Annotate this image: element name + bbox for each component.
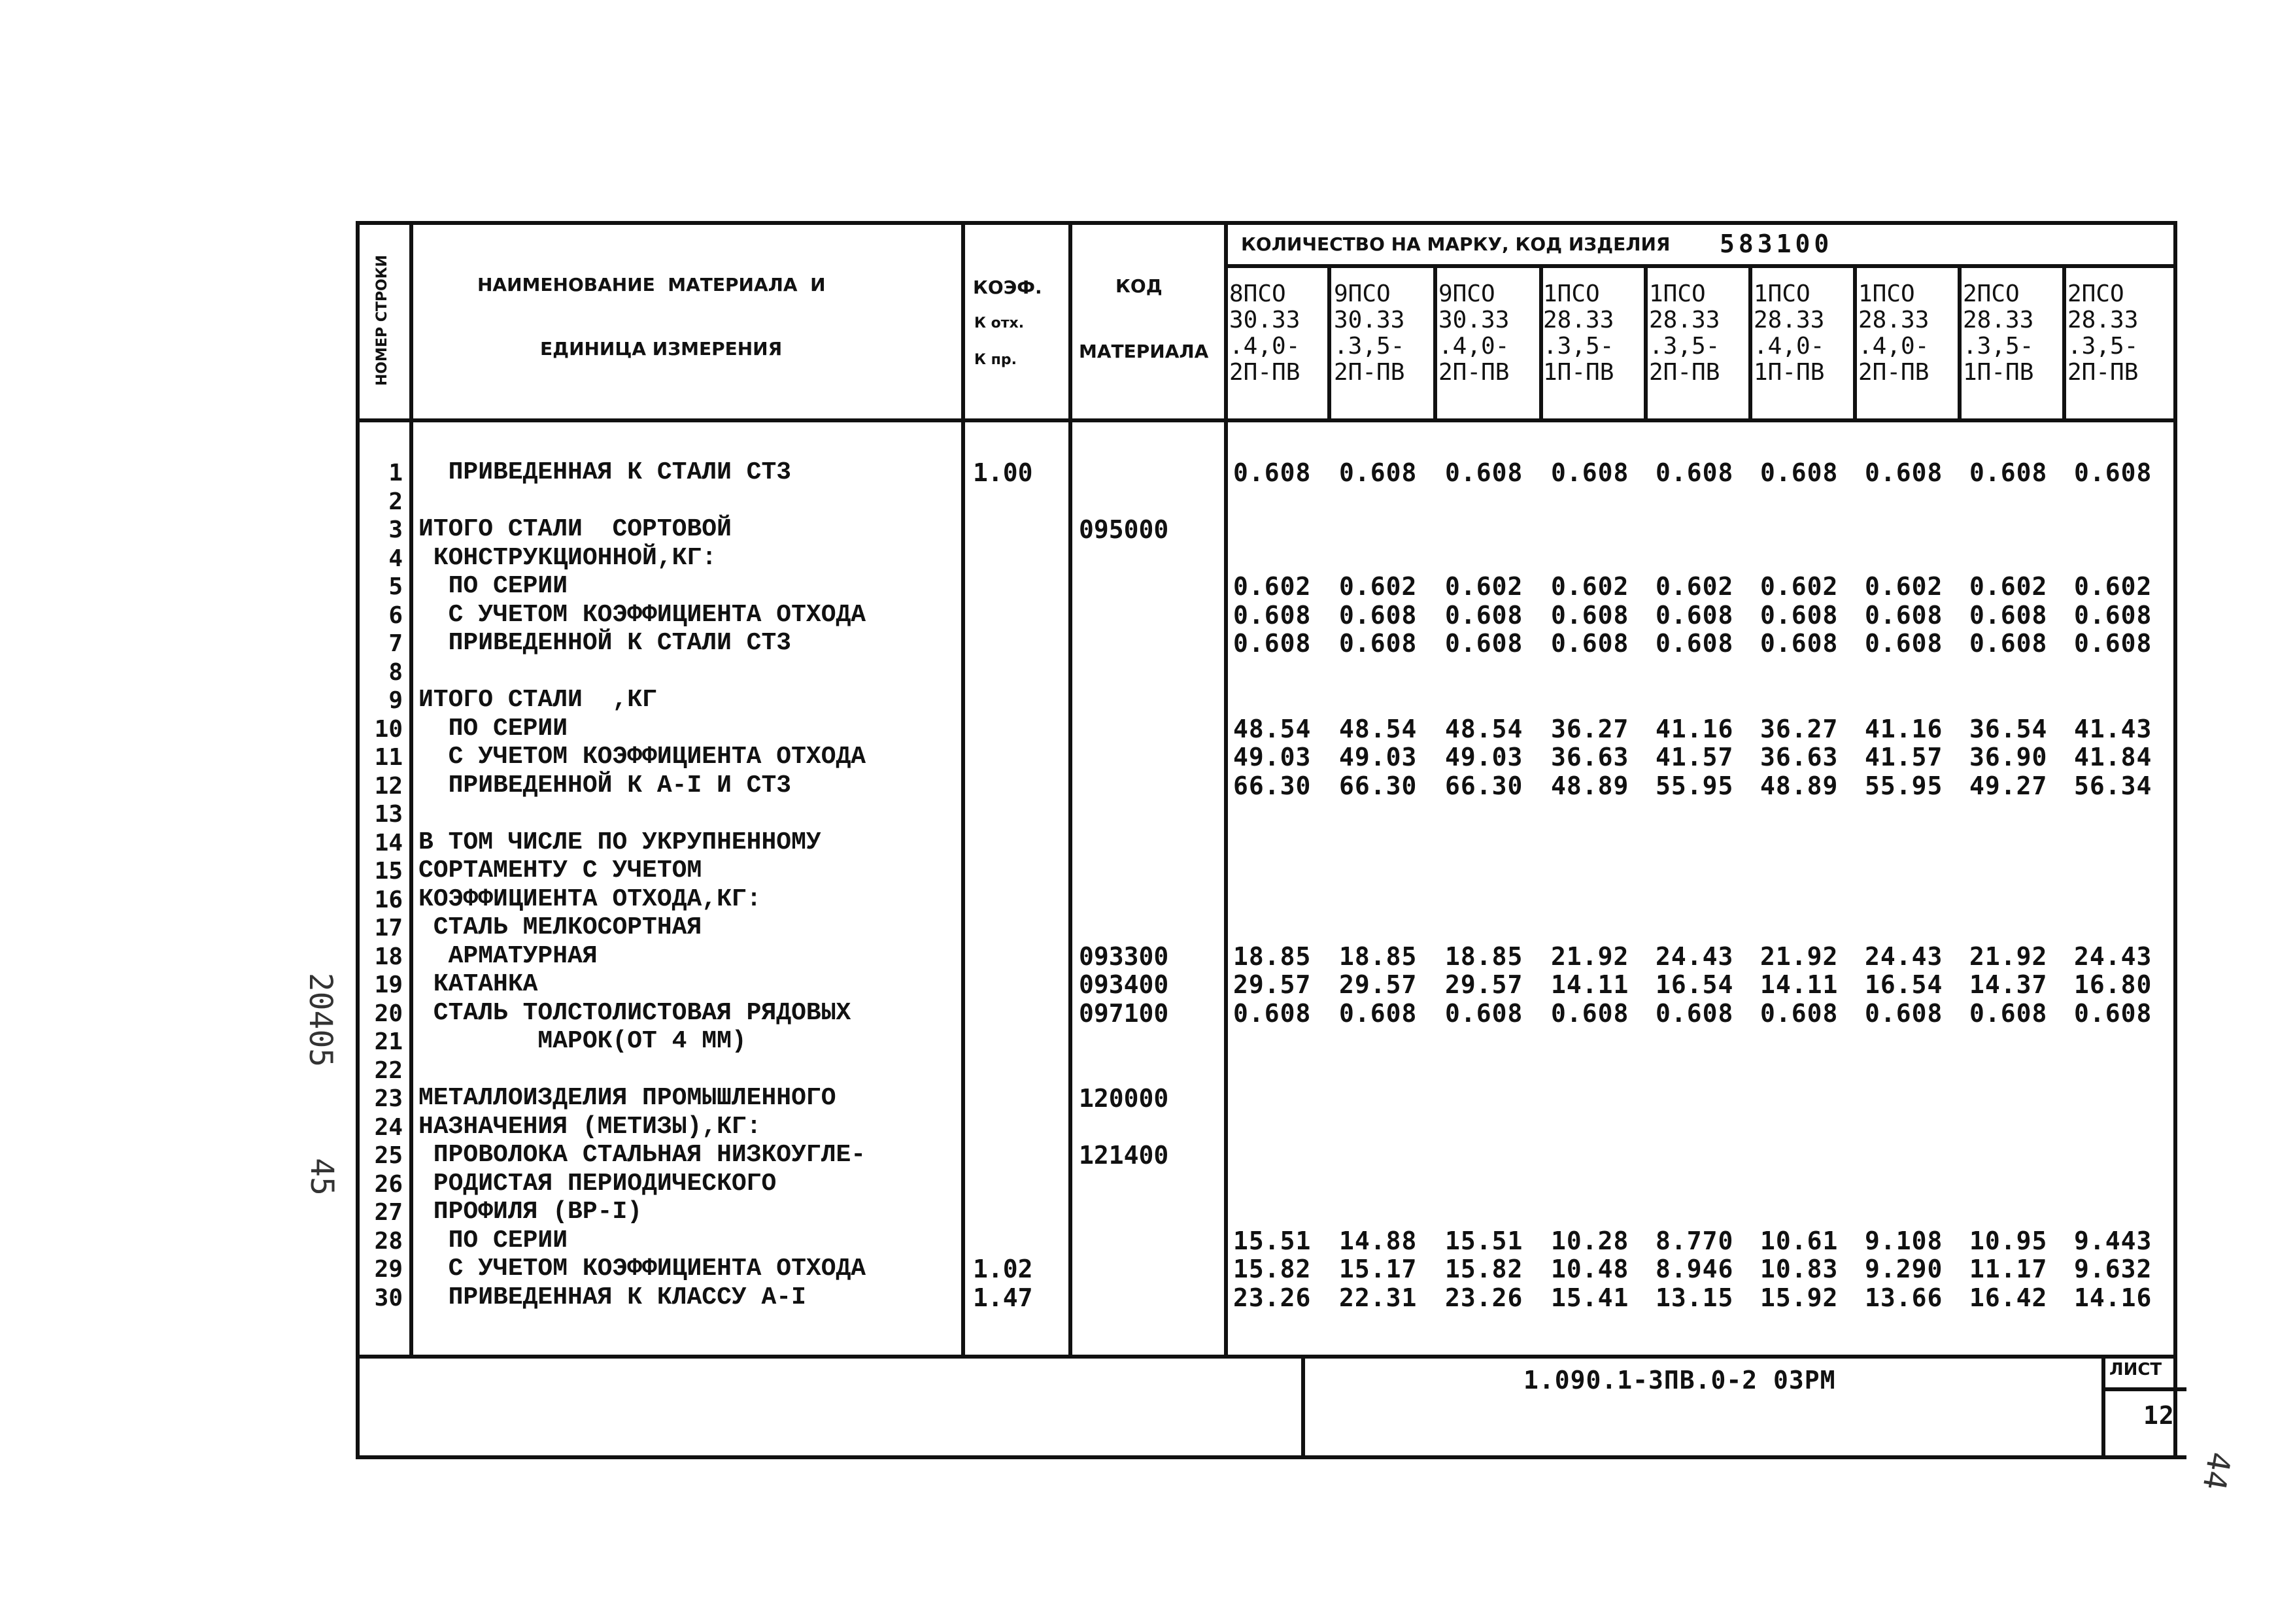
row-value: 16.54 bbox=[1656, 970, 1734, 999]
row-value: 0.602 bbox=[1233, 572, 1312, 601]
mark-header-6 bbox=[1754, 281, 1824, 386]
row-value: 41.16 bbox=[1865, 715, 1943, 743]
row-value: 0.608 bbox=[1233, 458, 1312, 487]
quantity-header: КОЛИЧЕСТВО НА МАРКУ, КОД ИЗДЕЛИЯ bbox=[1241, 233, 1671, 255]
row-number: 16 bbox=[374, 887, 403, 913]
row-value: 0.602 bbox=[1865, 572, 1943, 601]
mark-col-border-1 bbox=[1327, 264, 1331, 422]
mark-header-line: 2П-ПВ bbox=[1858, 359, 1930, 386]
row-value: 10.95 bbox=[1969, 1226, 2048, 1255]
row-number: 10 bbox=[374, 716, 403, 743]
row-value: 0.608 bbox=[1551, 458, 1629, 487]
row-value: 10.48 bbox=[1551, 1255, 1629, 1283]
mark-header-line: 1П-ПВ bbox=[1754, 359, 1825, 386]
row-value: 0.608 bbox=[1551, 601, 1629, 630]
row-value: 0.608 bbox=[1445, 601, 1523, 630]
row-code: 120000 bbox=[1079, 1084, 1169, 1113]
row-value: 18.85 bbox=[1445, 942, 1523, 971]
row-value: 41.57 bbox=[1865, 743, 1943, 771]
frame-bottom bbox=[356, 1455, 2186, 1459]
mark-header-line: 28.33 bbox=[2067, 307, 2139, 333]
row-value: 29.57 bbox=[1445, 970, 1523, 999]
row-value: 36.27 bbox=[1551, 715, 1629, 743]
row-value: 0.602 bbox=[1656, 572, 1734, 601]
row-number: 14 bbox=[374, 830, 403, 856]
mark-header-line: 2ПСО bbox=[1963, 280, 2020, 307]
row-value: 48.54 bbox=[1233, 715, 1312, 743]
row-value: 16.80 bbox=[2074, 970, 2152, 999]
row-value: 10.61 bbox=[1760, 1226, 1839, 1255]
row-number: 23 bbox=[374, 1085, 403, 1112]
row-number: 3 bbox=[388, 516, 403, 543]
row-number: 19 bbox=[374, 972, 403, 998]
right-margin-number: 44 bbox=[2195, 1449, 2238, 1493]
mark-header-9 bbox=[2067, 281, 2138, 386]
row-number: 21 bbox=[374, 1028, 403, 1055]
row-number: 6 bbox=[388, 602, 403, 629]
code-header-1: КОД bbox=[1115, 275, 1163, 297]
row-value: 23.26 bbox=[1233, 1283, 1312, 1312]
row-name: ПРИВЕДЕННАЯ К КЛАССУ А-I bbox=[418, 1283, 806, 1311]
row-value: 0.608 bbox=[1445, 458, 1523, 487]
row-value: 49.03 bbox=[1445, 743, 1523, 771]
row-value: 0.602 bbox=[2074, 572, 2152, 601]
row-value: 15.82 bbox=[1445, 1255, 1523, 1283]
row-value: 0.608 bbox=[1656, 601, 1734, 630]
row-value: 0.608 bbox=[1656, 458, 1734, 487]
row-value: 48.54 bbox=[1445, 715, 1523, 743]
row-value: 13.15 bbox=[1656, 1283, 1734, 1312]
row-number: 26 bbox=[374, 1171, 403, 1198]
row-name: В ТОМ ЧИСЛЕ ПО УКРУПНЕННОМУ bbox=[418, 828, 821, 856]
mark-col-border-7 bbox=[1958, 264, 1962, 422]
row-value: 0.608 bbox=[2074, 629, 2152, 658]
row-value: 0.608 bbox=[1551, 629, 1629, 658]
row-value: 15.51 bbox=[1445, 1226, 1523, 1255]
row-number: 11 bbox=[374, 744, 403, 771]
left-margin-number: 45 bbox=[303, 1158, 340, 1196]
row-value: 0.608 bbox=[1969, 458, 2048, 487]
mark-header-4 bbox=[1543, 281, 1614, 386]
row-number: 28 bbox=[374, 1228, 403, 1255]
row-value: 0.608 bbox=[1865, 601, 1943, 630]
row-number: 29 bbox=[374, 1256, 403, 1283]
row-value: 13.66 bbox=[1865, 1283, 1943, 1312]
row-value: 49.27 bbox=[1969, 771, 2048, 800]
row-value: 56.34 bbox=[2074, 771, 2152, 800]
row-value: 18.85 bbox=[1233, 942, 1312, 971]
mark-col-border-5 bbox=[1748, 264, 1752, 422]
row-number: 4 bbox=[388, 545, 403, 572]
mark-header-line: 28.33 bbox=[1649, 307, 1720, 333]
row-value: 0.608 bbox=[1656, 629, 1734, 658]
row-value: 0.608 bbox=[2074, 601, 2152, 630]
row-code: 097100 bbox=[1079, 999, 1169, 1028]
row-number: 25 bbox=[374, 1142, 403, 1169]
sheet-box-border bbox=[2101, 1355, 2105, 1459]
mark-header-line: 8ПСО bbox=[1229, 280, 1286, 307]
row-value: 36.63 bbox=[1760, 743, 1839, 771]
name-header-line1: НАИМЕНОВАНИЕ МАТЕРИАЛА И bbox=[477, 274, 826, 296]
row-name: РОДИСТАЯ ПЕРИОДИЧЕСКОГО bbox=[418, 1170, 777, 1198]
row-name: С УЧЕТОМ КОЭФФИЦИЕНТА ОТХОДА bbox=[418, 601, 866, 629]
quantity-header-line bbox=[1224, 264, 2177, 268]
row-value: 36.54 bbox=[1969, 715, 2048, 743]
mark-header-line: 9ПСО bbox=[1334, 280, 1391, 307]
row-value: 8.946 bbox=[1656, 1255, 1734, 1283]
row-value: 24.43 bbox=[2074, 942, 2152, 971]
row-value: 29.57 bbox=[1339, 970, 1418, 999]
row-value: 0.608 bbox=[1969, 999, 2048, 1028]
row-name: ПРИВЕДЕННОЙ К А-I И СТ3 bbox=[418, 771, 792, 800]
mark-header-line: .3,5- bbox=[1963, 333, 2034, 360]
row-value: 48.54 bbox=[1339, 715, 1418, 743]
row-value: 0.608 bbox=[2074, 999, 2152, 1028]
row-value: 9.108 bbox=[1865, 1226, 1943, 1255]
mark-header-line: 1П-ПВ bbox=[1963, 359, 2034, 386]
mark-header-line: .4,0- bbox=[1754, 333, 1825, 360]
table-bottom-line bbox=[356, 1355, 2177, 1359]
row-name: ПО СЕРИИ bbox=[418, 1226, 568, 1255]
row-value: 48.89 bbox=[1551, 771, 1629, 800]
mark-header-1 bbox=[1229, 281, 1300, 386]
row-name: МАРОК(ОТ 4 ММ) bbox=[418, 1027, 747, 1055]
frame-top bbox=[356, 221, 2177, 225]
mark-header-8 bbox=[1963, 281, 2033, 386]
row-number: 17 bbox=[374, 915, 403, 941]
row-number: 9 bbox=[388, 687, 403, 714]
row-name: НАЗНАЧЕНИЯ (МЕТИЗЫ),КГ: bbox=[418, 1113, 762, 1141]
mark-header-line: 1ПСО bbox=[1543, 280, 1600, 307]
row-value: 0.608 bbox=[1969, 601, 2048, 630]
row-value: 55.95 bbox=[1865, 771, 1943, 800]
row-number: 24 bbox=[374, 1114, 403, 1141]
col-coef-border bbox=[1068, 221, 1072, 1359]
mark-header-line: 9ПСО bbox=[1438, 280, 1495, 307]
frame-left bbox=[356, 221, 360, 1459]
row-number: 30 bbox=[374, 1285, 403, 1311]
row-value: 24.43 bbox=[1656, 942, 1734, 971]
row-coef: 1.02 bbox=[973, 1255, 1033, 1283]
row-name: ИТОГО СТАЛИ СОРТОВОЙ bbox=[418, 515, 732, 543]
row-value: 10.28 bbox=[1551, 1226, 1629, 1255]
col-rownum-border bbox=[409, 221, 413, 1359]
mark-header-line: 1ПСО bbox=[1858, 280, 1915, 307]
row-number: 8 bbox=[388, 659, 403, 686]
row-value: 0.608 bbox=[1233, 629, 1312, 658]
row-name: КОЭФФИЦИЕНТА ОТХОДА,КГ: bbox=[418, 885, 762, 913]
mark-header-line: 1ПСО bbox=[1754, 280, 1810, 307]
row-value: 0.608 bbox=[1969, 629, 2048, 658]
row-value: 23.26 bbox=[1445, 1283, 1523, 1312]
mark-header-line: 1П-ПВ bbox=[1543, 359, 1614, 386]
row-value: 0.608 bbox=[1445, 629, 1523, 658]
frame-right bbox=[2173, 221, 2177, 1459]
row-value: 36.27 bbox=[1760, 715, 1839, 743]
row-number: 7 bbox=[388, 630, 403, 657]
row-value: 21.92 bbox=[1760, 942, 1839, 971]
product-code: 583100 bbox=[1720, 229, 1833, 258]
row-value: 41.57 bbox=[1656, 743, 1734, 771]
row-coef: 1.47 bbox=[973, 1283, 1033, 1312]
row-name: СТАЛЬ МЕЛКОСОРТНАЯ bbox=[418, 913, 702, 941]
row-value: 66.30 bbox=[1233, 771, 1312, 800]
row-name: АРМАТУРНАЯ bbox=[418, 942, 598, 970]
mark-header-line: 2П-ПВ bbox=[1334, 359, 1405, 386]
row-value: 10.83 bbox=[1760, 1255, 1839, 1283]
row-value: 8.770 bbox=[1656, 1226, 1734, 1255]
row-value: 9.443 bbox=[2074, 1226, 2152, 1255]
row-value: 0.602 bbox=[1445, 572, 1523, 601]
row-value: 15.92 bbox=[1760, 1283, 1839, 1312]
row-value: 49.03 bbox=[1233, 743, 1312, 771]
row-value: 14.11 bbox=[1551, 970, 1629, 999]
row-name: С УЧЕТОМ КОЭФФИЦИЕНТА ОТХОДА bbox=[418, 743, 866, 771]
sheet-number: 12 bbox=[2143, 1401, 2175, 1430]
row-value: 0.608 bbox=[1339, 458, 1418, 487]
coef-header-2: К отх. bbox=[974, 315, 1025, 331]
mark-header-line: 28.33 bbox=[1858, 307, 1930, 333]
mark-header-line: .4,0- bbox=[1858, 333, 1930, 360]
row-value: 66.30 bbox=[1339, 771, 1418, 800]
row-value: 41.16 bbox=[1656, 715, 1734, 743]
row-number: 20 bbox=[374, 1000, 403, 1027]
row-value: 24.43 bbox=[1865, 942, 1943, 971]
row-value: 0.608 bbox=[2074, 458, 2152, 487]
row-number: 12 bbox=[374, 773, 403, 800]
mark-header-line: .3,5- bbox=[1334, 333, 1405, 360]
row-value: 0.608 bbox=[1865, 999, 1943, 1028]
mark-header-line: .4,0- bbox=[1229, 333, 1300, 360]
row-value: 0.608 bbox=[1339, 629, 1418, 658]
row-value: 9.290 bbox=[1865, 1255, 1943, 1283]
row-value: 0.608 bbox=[1760, 999, 1839, 1028]
row-value: 0.608 bbox=[1551, 999, 1629, 1028]
row-name: СТАЛЬ ТОЛСТОЛИСТОВАЯ РЯДОВЫХ bbox=[418, 999, 851, 1027]
row-name: СОРТАМЕНТУ С УЧЕТОМ bbox=[418, 856, 702, 885]
row-value: 15.41 bbox=[1551, 1283, 1629, 1312]
row-name: ПРИВЕДЕННОЙ К СТАЛИ СТ3 bbox=[418, 629, 792, 657]
row-name: С УЧЕТОМ КОЭФФИЦИЕНТА ОТХОДА bbox=[418, 1255, 866, 1283]
mark-header-line: 2П-ПВ bbox=[1438, 359, 1510, 386]
row-number: 18 bbox=[374, 943, 403, 970]
row-value: 16.42 bbox=[1969, 1283, 2048, 1312]
row-value: 36.90 bbox=[1969, 743, 2048, 771]
row-name: ИТОГО СТАЛИ ,КГ bbox=[418, 686, 657, 714]
row-value: 49.03 bbox=[1339, 743, 1418, 771]
mark-header-line: .4,0- bbox=[1438, 333, 1510, 360]
row-value: 21.92 bbox=[1969, 942, 2048, 971]
row-name: МЕТАЛЛОИЗДЕЛИЯ ПРОМЫШЛЕННОГО bbox=[418, 1084, 836, 1112]
row-value: 15.51 bbox=[1233, 1226, 1312, 1255]
row-value: 18.85 bbox=[1339, 942, 1418, 971]
row-value: 11.17 bbox=[1969, 1255, 2048, 1283]
sheet-label: ЛИСТ bbox=[2109, 1360, 2162, 1379]
row-value: 15.17 bbox=[1339, 1255, 1418, 1283]
row-number: 13 bbox=[374, 801, 403, 828]
mark-header-line: .3,5- bbox=[1543, 333, 1614, 360]
row-name: ПО СЕРИИ bbox=[418, 572, 568, 600]
row-value: 29.57 bbox=[1233, 970, 1312, 999]
row-number: 2 bbox=[388, 488, 403, 515]
mark-header-5 bbox=[1649, 281, 1720, 386]
mark-header-line: .3,5- bbox=[2067, 333, 2139, 360]
stamp-left-border bbox=[1301, 1355, 1305, 1459]
row-value: 14.37 bbox=[1969, 970, 2048, 999]
document-code: 1.090.1-3ПВ.0-2 03РМ bbox=[1523, 1366, 1836, 1395]
row-value: 41.84 bbox=[2074, 743, 2152, 771]
mark-header-line: 28.33 bbox=[1754, 307, 1825, 333]
mark-header-line: 28.33 bbox=[1543, 307, 1614, 333]
row-number-header: НОМЕР СТРОКИ bbox=[374, 254, 390, 386]
mark-header-line: 2П-ПВ bbox=[2067, 359, 2139, 386]
row-name: ПРИВЕДЕННАЯ К СТАЛИ СТ3 bbox=[418, 458, 792, 486]
mark-col-border-4 bbox=[1644, 264, 1648, 422]
row-value: 41.43 bbox=[2074, 715, 2152, 743]
row-number: 22 bbox=[374, 1057, 403, 1084]
row-value: 0.608 bbox=[1865, 458, 1943, 487]
row-code: 093400 bbox=[1079, 970, 1169, 999]
row-number: 27 bbox=[374, 1199, 403, 1226]
row-value: 0.608 bbox=[1445, 999, 1523, 1028]
mark-header-7 bbox=[1858, 281, 1929, 386]
name-header-line2: ЕДИНИЦА ИЗМЕРЕНИЯ bbox=[540, 338, 783, 360]
row-value: 0.608 bbox=[1760, 458, 1839, 487]
header-bottom-line bbox=[356, 418, 2177, 422]
mark-header-line: 2П-ПВ bbox=[1229, 359, 1300, 386]
col-code-border bbox=[1224, 221, 1228, 1359]
mark-header-line: 1ПСО bbox=[1649, 280, 1706, 307]
row-value: 0.602 bbox=[1760, 572, 1839, 601]
row-name: КОНСТРУКЦИОННОЙ,КГ: bbox=[418, 544, 717, 572]
row-number: 5 bbox=[388, 573, 403, 600]
row-value: 21.92 bbox=[1551, 942, 1629, 971]
row-number: 15 bbox=[374, 858, 403, 885]
row-value: 0.608 bbox=[1233, 601, 1312, 630]
mark-col-border-2 bbox=[1433, 264, 1437, 422]
row-value: 0.602 bbox=[1969, 572, 2048, 601]
row-name: ПРОФИЛЯ (ВР-I) bbox=[418, 1198, 643, 1226]
row-code: 095000 bbox=[1079, 515, 1169, 544]
row-value: 0.608 bbox=[1233, 999, 1312, 1028]
mark-header-line: 2П-ПВ bbox=[1649, 359, 1720, 386]
coef-header-1: КОЭФ. bbox=[973, 277, 1042, 298]
mark-header-line: 30.33 bbox=[1438, 307, 1510, 333]
row-value: 48.89 bbox=[1760, 771, 1839, 800]
row-value: 16.54 bbox=[1865, 970, 1943, 999]
mark-header-line: 30.33 bbox=[1334, 307, 1405, 333]
row-value: 36.63 bbox=[1551, 743, 1629, 771]
row-value: 22.31 bbox=[1339, 1283, 1418, 1312]
row-value: 0.608 bbox=[1339, 601, 1418, 630]
row-value: 9.632 bbox=[2074, 1255, 2152, 1283]
row-value: 0.608 bbox=[1760, 629, 1839, 658]
row-name: КАТАНКА bbox=[418, 970, 538, 998]
row-value: 14.11 bbox=[1760, 970, 1839, 999]
row-code: 121400 bbox=[1079, 1141, 1169, 1170]
row-code: 093300 bbox=[1079, 942, 1169, 971]
row-coef: 1.00 bbox=[973, 458, 1033, 487]
coef-header-3: К пр. bbox=[974, 352, 1017, 368]
row-value: 0.602 bbox=[1551, 572, 1629, 601]
mark-header-line: 2ПСО bbox=[2067, 280, 2124, 307]
row-value: 14.16 bbox=[2074, 1283, 2152, 1312]
mark-col-border-6 bbox=[1853, 264, 1857, 422]
row-value: 55.95 bbox=[1656, 771, 1734, 800]
code-header-2: МАТЕРИАЛА bbox=[1079, 341, 1209, 362]
row-name: ПРОВОЛОКА СТАЛЬНАЯ НИЗКОУГЛЕ- bbox=[418, 1141, 866, 1169]
row-value: 14.88 bbox=[1339, 1226, 1418, 1255]
row-number: 1 bbox=[388, 460, 403, 486]
row-value: 0.608 bbox=[1865, 629, 1943, 658]
row-value: 0.608 bbox=[1656, 999, 1734, 1028]
mark-header-3 bbox=[1438, 281, 1509, 386]
row-value: 0.608 bbox=[1760, 601, 1839, 630]
mark-header-line: 30.33 bbox=[1229, 307, 1300, 333]
col-name-border bbox=[961, 221, 965, 1359]
mark-header-line: .3,5- bbox=[1649, 333, 1720, 360]
inventory-number: 20405 bbox=[302, 972, 339, 1068]
mark-col-border-8 bbox=[2062, 264, 2066, 422]
row-value: 0.602 bbox=[1339, 572, 1418, 601]
row-value: 0.608 bbox=[1339, 999, 1418, 1028]
mark-header-line: 28.33 bbox=[1963, 307, 2034, 333]
row-value: 66.30 bbox=[1445, 771, 1523, 800]
mark-header-2 bbox=[1334, 281, 1404, 386]
row-value: 15.82 bbox=[1233, 1255, 1312, 1283]
row-name: ПО СЕРИИ bbox=[418, 715, 568, 743]
